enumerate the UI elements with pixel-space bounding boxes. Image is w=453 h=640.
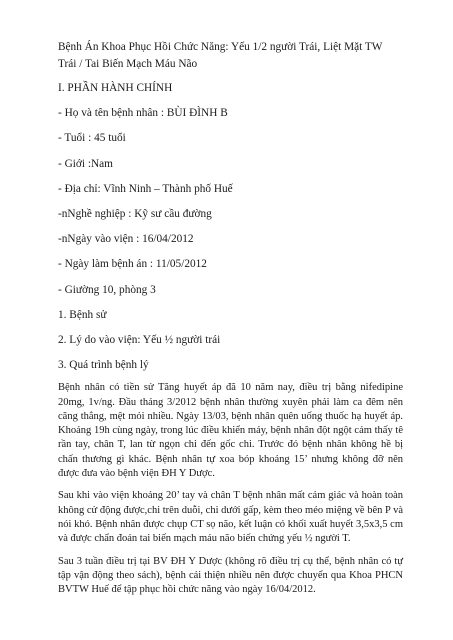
section-heading: I. PHẦN HÀNH CHÍNH: [58, 82, 173, 94]
patient-address-line: - Địa chỉ: Vĩnh Ninh – Thành phố Huế: [58, 182, 233, 195]
history-heading: 1. Bệnh sử: [58, 308, 107, 321]
patient-name-line: - Họ và tên bệnh nhân : BÙI ĐÌNH B: [58, 107, 228, 120]
patient-age-line: - Tuổi : 45 tuổi: [58, 132, 126, 145]
patient-gender-line: - Giới :Nam: [58, 157, 113, 170]
process-heading: 3. Quá trình bệnh lý: [58, 359, 149, 372]
document-page: [58, 39, 403, 605]
history-paragraph-1: Bệnh nhân có tiền sử Tăng huyết áp đã 10 năm nay, điều trị bằng nifedipine 20mg, 1v/ng. Đầu tháng 3/2012 bệnh nhân thường xuyên phải làm ca đêm nên căng thẳng, mệt mỏi nhiều. Ngày 13/03, bệnh nhân quên uống thuốc hạ huyết áp. Khoảng 19h cùng ngày, trong lúc điều khiển máy, bệnh nhân đột ngột cảm thấy tê rần tay, chân T, lan từ ngọn chi đến gốc chi. Trước đó bệnh nhân không hề bị chấn thương gì khác. Bệnh nhân tự xoa bóp khoảng 15’ nhưng không đỡ nên được đưa vào bệnh viện ĐH Y Dược.: [58, 382, 403, 480]
admission-reason-line: 2. Lý do vào viện: Yếu ½ người trái: [58, 333, 221, 346]
record-date-line: - Ngày làm bệnh án : 11/05/2012: [58, 258, 207, 271]
history-paragraph-2: Sau khi vào viện khoảng 20’ tay và chân T bệnh nhân mất cảm giác và hoàn toàn không cử động được,chi trên duỗi, chi dưới gấp, kèm theo méo miệng về bên P và nói khó. Bệnh nhân được chụp CT sọ não, kết luận có khối xuất huyết 3,5x3,5 cm và được chẩn đoán tai biến mạch máu não biến chứng yếu ½ người T.: [58, 490, 403, 545]
patient-occupation-line: -nNghề nghiệp : Kỹ sư cầu đường: [58, 207, 212, 220]
admission-date-line: -nNgày vào viện : 16/04/2012: [58, 233, 194, 246]
bed-room-line: - Giường 10, phòng 3: [58, 283, 156, 296]
history-paragraph-3: Sau 3 tuần điều trị tại BV ĐH Y Dược (không rõ điều trị cụ thể, bệnh nhân có tự tập vận động theo sách), bệnh cải thiện nhiều nên được chuyển qua Khoa PHCN BVTW Huế để tập phục hồi chức năng vào ngày 16/04/2012.: [58, 555, 403, 596]
document-title: Bệnh Án Khoa Phục Hồi Chức Năng: Yếu 1/2 người Trái, Liệt Mặt TW Trái / Tai Biến Mạch Máu Não: [58, 41, 383, 70]
